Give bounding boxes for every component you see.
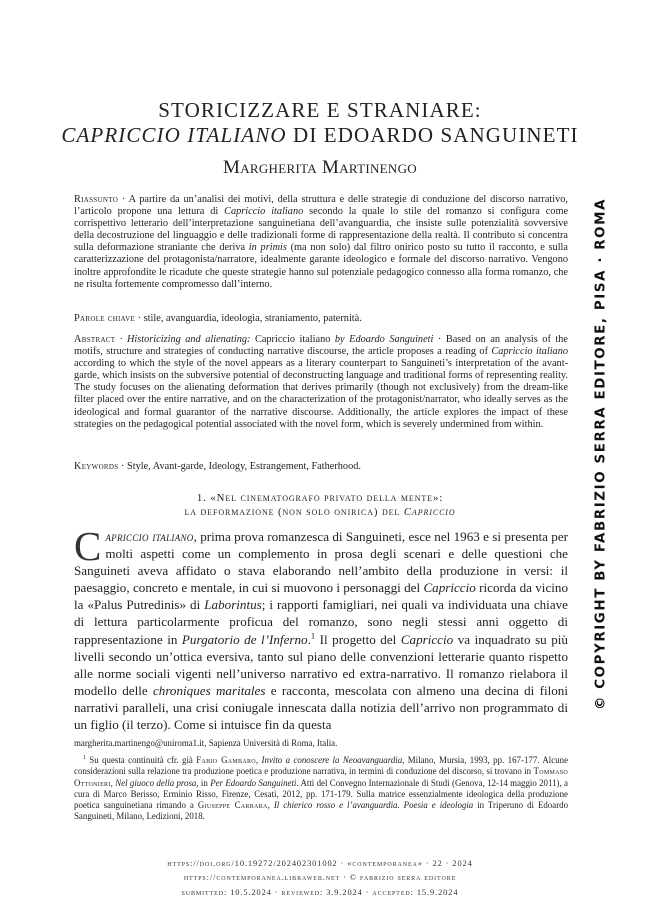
article-title [60,98,580,148]
publication-info [60,857,580,900]
title-novel: CAPRICCIO ITALIANO [61,123,287,147]
footnote-ref[interactable]: 1 [310,630,316,641]
keywords: Keywords · Style, Avant-garde, Ideology, Estrangement, Fatherhood. [74,461,361,472]
affiliation: margherita.martinengo@uniroma1.it, Sapienza Università di Roma, Italia. [74,738,338,748]
parole-chiave: Parole chiave · stile, avanguardia, ideologia, straniamento, paternità. [74,313,362,324]
abstract: Abstract · Historicizing and alienating: Capriccio italiano by Edoardo Sanguineti · Based on an analysis of the motifs, structure and strategies of conducting narrative discourse, the article proposes a reading of Capriccio italiano according to which the style of the novel appears as a literary counterpart to Sanguineti’s interpretation of the avant-garde, which insists on the subversive potential of deconstructing language and traditional forms of representing reality. The study focuses on the alienating deformation that derives primarily (though not exclusively) from the dream-like filter placed over the entire narrative, and on the characterization of the protagonist/narrator, who ideally serves as the ideological and formal guarantor of the narrative discourse. Additionally, the article explores the impact of these strategies on the pedagogical potential associated with the novel form, which is severely undermined from within. [74,334,568,430]
doi-line[interactable]: https://doi.org/10.19272/202402301002 · «contemporanea» · 22 · 2024 [167,859,473,868]
body-paragraph: Capriccio italiano, prima prova romanzesca di Sanguineti, esce nel 1963 e si presenta per molti aspetti come un complemento in prosa degli scenari e delle questioni che Sanguineti aveva affidato o stava elaborando nell’ambito della produzione in versi: il paesaggio, concreto e mentale, in cui si muovono i personaggi del Capriccio ricorda da vicino la «Palus Putredinis» di Laborintus; i rapporti famigliari, nei quali va individuata una chiave di lettura particolarmente proficua del romanzo, sono negli stessi anni oggetto di rappresentazione in Purgatorio de l’Inferno.$^1$ Il progetto del Capriccio va inquadrato su più livelli secondo un’ottica eversiva, tanto sul piano delle convenzioni letterarie quanto rispetto alle norme sociali vigenti nell’universo narrativo ed extra-narrativo. Il romanzo rielabora il modello delle chroniques maritales e racconta, mescolata con almeno una decina di filoni narrativi paralleli, una crisi coniugale innescata dalla notizia dell’arrivo non programmato di un figlio (il terzo). Come si intuisce fin da questa [74,523,568,733]
title-line-1: STORICIZZARE E STRANIARE: [158,98,482,122]
dates-line: submitted: 10.5.2024 · reviewed: 3.9.2024 · accepted: 15.9.2024 [181,887,459,897]
website-line[interactable]: https://contemporanea.libraweb.net · © fabrizio serra editore [183,873,457,883]
drop-cap: C [74,523,102,569]
title-line-2: CAPRICCIO ITALIANO DI EDOARDO SANGUINETI [61,123,579,147]
footnote-1: $^1$ Su questa continuità cfr. già Fabio Gambaro, Invito a conoscere la Neoavanguardia, Milano, Mursia, 1993, pp. 167-177. Alcune considerazioni sulla relazione tra produzione poetica e produzione narrativa, in termini di conduzione del discorso, si trovano in Tommaso Ottonieri, Nel giuoco della prosa, in Per Edoardo Sanguineti. Atti del Convegno Internazionale di Studi (Genova, 12-14 maggio 2011), a cura di Marco Berisso, Erminio Risso, Firenze, Cesati, 2012, pp. 171-179. Sulla matrice essenzialmente ideologica della produzione poetica sanguinetiana rimando a Giuseppe Carrara, Il chierico rosso e l’avanguardia. Poesia e ideologia in Triperuno di Edoardo Sanguineti, Milano, Ledizioni, 2018. [74,755,569,822]
footnotes [74,738,568,828]
copyright-notice: © COPYRIGHT BY FABRIZIO SERRA EDITORE, PISA · ROMA [593,197,609,711]
section-heading: 1. «Nel cinematografo privato della mente»: la deformazione (non solo onirica) del Capriccio [184,492,456,518]
author-name: Margherita Martinengo [223,157,417,178]
riassunto: Riassunto · A partire da un’analisi dei motivi, della struttura e delle strategie di conduzione del discorso narrativo, l’articolo propone una lettura di Capriccio italiano secondo la quale lo stile del romanzo si configura come corrispettivo letterario dell’interpretazione sanguinetiana dell’avanguardia, che insiste sulle potenzialità sovversive della decostruzione del linguaggio e delle tradizionali forme di rappresentazione della realtà. Il contributo si concentra sulla deformazione straniante che deriva in primis (ma non solo) dal filtro onirico posto su tutto il racconto, e sulla caratterizzazione del protagonista/narratore, idealmente garante ideologico e formale del discorso narrativo. Vengono inoltre approfondite le ricadute che queste strategie hanno sul potenziale pedagogico connesso alla forma romanzo, che ne risulta fortemente compromesso dall’interno. [74,194,569,290]
